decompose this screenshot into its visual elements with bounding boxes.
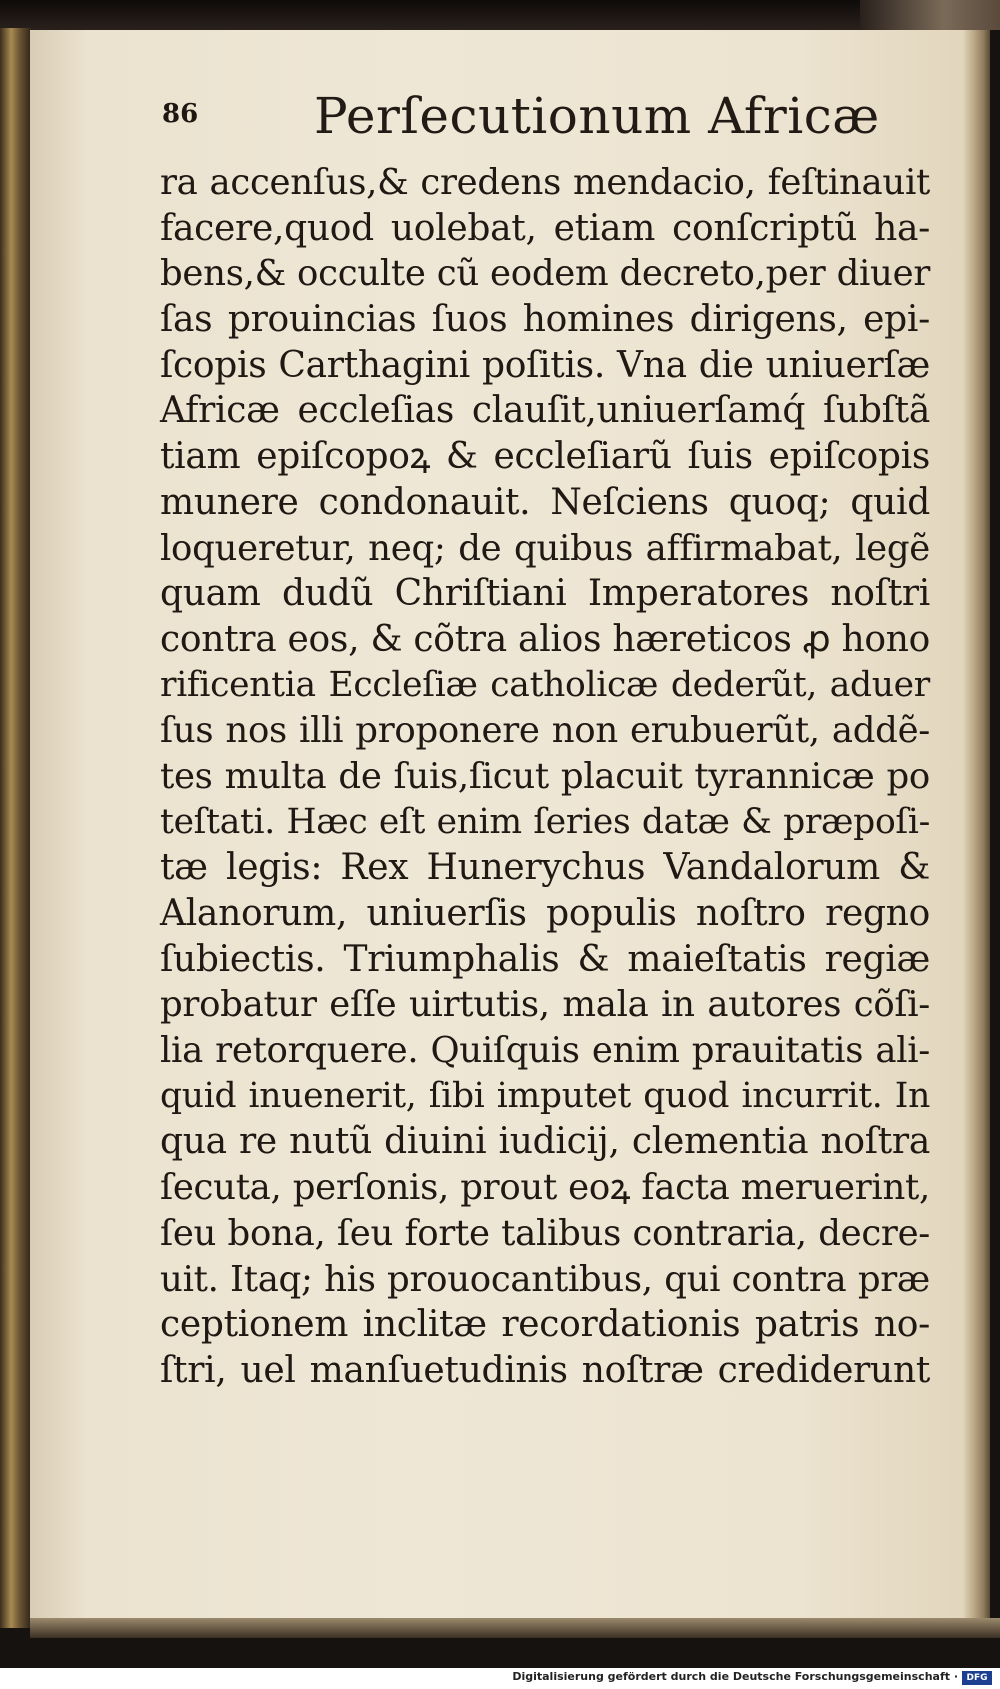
book-top-edge	[860, 0, 1000, 30]
text-line: ſcopis Carthagini poſitis. Vna die uniuerſæ	[160, 344, 930, 386]
dfg-logo: DFG	[962, 1671, 992, 1685]
text-line: bens,& occulte cũ eodem decreto,per diuer	[160, 253, 930, 295]
digitization-credit: Digitalisierung gefördert durch die Deutsche Forschungsgemeinschaft ·	[512, 1670, 958, 1683]
page-bottom-shadow	[30, 1618, 1000, 1638]
page-number: 86	[162, 99, 199, 129]
text-line: ſeu bona, ſeu forte talibus contraria, decre-	[160, 1212, 930, 1254]
text-line: probatur eſſe uirtutis, mala in autores cõſi-	[160, 984, 930, 1026]
text-line: uit. Itaq; his prouocantibus, qui contra præ	[160, 1258, 930, 1300]
text-line: ceptionem inclitæ recordationis patris no-	[160, 1304, 930, 1346]
text-line: contra eos, & cõtra alios hæreticos ꝓ hono	[160, 618, 930, 660]
text-line: ſubiectis. Triumphalis & maieſtatis regiæ	[160, 938, 930, 980]
text-line: ſtri, uel manſuetudinis noſtræ crediderunt	[160, 1349, 930, 1391]
scan-top-strip	[0, 0, 1000, 30]
text-line: lia retorquere. Quiſquis enim prauitatis ali-	[160, 1030, 930, 1072]
text-line: ſus nos illi proponere non erubuerũt, addẽ-	[160, 710, 930, 752]
digitization-footer	[0, 1668, 1000, 1689]
text-line: Africæ eccleſias clauſit,uniuerſamq́ ſubſtã	[160, 390, 930, 432]
text-line: ra accenſus,& credens mendacio, feſtinauit	[160, 162, 930, 203]
text-line: quam dudũ Chriſtiani Imperatores noſtri	[160, 573, 930, 615]
text-line: tes multa de ſuis,ſicut placuit tyrannicæ po	[160, 755, 930, 797]
text-line: qua re nutũ diuini iudicij, clementia noſtra	[160, 1121, 930, 1163]
text-line: facere,quod uolebat, etiam conſcriptũ ha-	[160, 207, 930, 249]
book-spine-edge	[0, 28, 32, 1628]
text-line: tæ legis: Rex Hunerychus Vandalorum &	[160, 847, 930, 889]
text-line: munere condonauit. Neſciens quoq; quid	[160, 481, 930, 523]
body-text	[160, 160, 930, 1394]
page-fore-edge	[964, 30, 990, 1630]
text-line: rificentia Eccleſiæ catholicæ dederũt, aduer	[160, 664, 930, 705]
page-header	[162, 87, 942, 155]
text-line: teſtati. Hæc eſt enim ſeries datæ & præpoſi-	[160, 801, 930, 842]
text-line: ſecuta, perſonis, prout eoꝝ facta meruerint,	[160, 1167, 930, 1209]
text-line: ſas prouincias ſuos homines dirigens, epi-	[160, 299, 930, 341]
text-line: Alanorum, uniuerſis populis noſtro regno	[160, 893, 930, 934]
text-line: loqueretur, neq; de quibus affirmabat, legẽ	[160, 527, 930, 569]
running-head: Perſecutionum Africæ	[314, 87, 880, 145]
text-line: quid inuenerit, ſibi imputet quod incurrit. In	[160, 1075, 930, 1116]
text-line: tiam epiſcopoꝝ & eccleſiarũ ſuis epiſcopis	[160, 436, 930, 478]
